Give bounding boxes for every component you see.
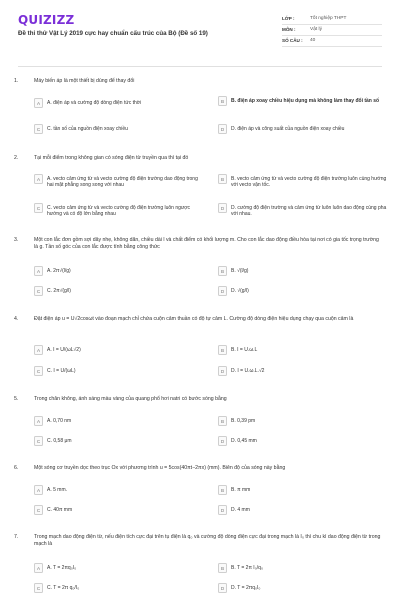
option-letter: B: [218, 96, 227, 106]
question-number: 5.: [14, 396, 19, 402]
option-b[interactable]: [218, 266, 388, 276]
option-text: D. 0,45 mm: [231, 437, 257, 444]
meta-value: Tốt nghiệp THPT: [310, 15, 347, 21]
option-letter: C: [34, 505, 43, 515]
option-c[interactable]: [34, 436, 204, 446]
option-letter: D: [218, 203, 227, 213]
option-d[interactable]: [218, 124, 388, 134]
worksheet-header: [18, 12, 382, 66]
option-text: C. 40π mm: [47, 506, 73, 513]
question-text: Đặt điện áp u = U√2cosωt vào đoạn mạch chỉ chứa cuộn cảm thuần có độ tự cảm L. Cường độ dòng điện hiệu dụng chạy qua cuộn cảm là: [34, 316, 354, 322]
option-letter: A: [34, 485, 43, 495]
question-text: Một sóng cơ truyền dọc theo trục Ox với phương trình u = 5cos(40πt−2πx) (mm). Biên độ của sóng này bằng: [34, 465, 286, 471]
option-text: B. 0,39 pm: [231, 417, 256, 424]
option-a[interactable]: [34, 345, 204, 355]
option-letter: D: [218, 436, 227, 446]
meta-key: MÔN :: [282, 26, 296, 32]
option-letter: A: [34, 345, 43, 355]
option-text: C. 0,58 μm: [47, 437, 72, 444]
option-a[interactable]: [34, 416, 204, 426]
worksheet-meta: [282, 14, 382, 47]
option-letter: D: [218, 505, 227, 515]
option-text: C. tần số của nguồn điện xoay chiều: [47, 125, 128, 132]
question-number: 1.: [14, 78, 19, 84]
option-text: B. π mm: [231, 486, 251, 493]
option-letter: A: [34, 266, 43, 276]
meta-row-subject: [282, 25, 382, 36]
option-b[interactable]: [218, 174, 388, 189]
option-b[interactable]: [218, 485, 388, 495]
option-text: D. I = U.ω.L.√2: [231, 367, 265, 374]
option-letter: D: [218, 583, 227, 593]
option-text: D. 4 mm: [231, 506, 250, 513]
option-c[interactable]: [34, 203, 204, 218]
option-a[interactable]: [34, 266, 204, 276]
option-c[interactable]: [34, 505, 204, 515]
option-letter: C: [34, 583, 43, 593]
question-text: Một con lắc đơn gồm sợi dây nhẹ, không dãn, chiều dài l và chất điểm có khối lượng m. Cho con lắc dao động điều hòa tại nơi có gia tốc trọng trường là g. Tần số góc của con lắc được tính bằng công thức: [34, 237, 379, 251]
quizizz-logo: QUIZIZZ: [18, 13, 75, 27]
option-letter: C: [34, 436, 43, 446]
option-letter: C: [34, 286, 43, 296]
option-letter: B: [218, 345, 227, 355]
option-letter: A: [34, 98, 43, 108]
meta-value: Vật lý: [310, 26, 322, 32]
option-text: B. √(l/g): [231, 267, 249, 274]
option-c[interactable]: [34, 286, 204, 296]
question-4: [14, 316, 386, 386]
option-text: B. T = 2π I₀/q₀: [231, 564, 264, 571]
question-number: 6.: [14, 465, 19, 471]
option-a[interactable]: [34, 563, 204, 573]
option-letter: C: [34, 366, 43, 376]
worksheet-title: Đề thi thử Vật Lý 2019 cực hay chuẩn cấu trúc của Bộ (Đề số 19): [18, 30, 208, 37]
option-b[interactable]: [218, 416, 388, 426]
option-b[interactable]: [218, 96, 388, 106]
option-text: D. điện áp và công suất của nguồn điện xoay chiều: [231, 125, 345, 132]
option-letter: C: [34, 124, 43, 134]
option-text: C. vecto cảm ứng từ và vecto cường độ điện trường luôn ngược hướng và có độ lớn bằng nhau: [47, 204, 191, 218]
meta-key: LỚP :: [282, 15, 295, 21]
option-letter: C: [34, 203, 43, 213]
option-text: C. T = 2π q₀/I₀: [47, 584, 80, 591]
option-d[interactable]: [218, 436, 388, 446]
question-text: Trong mạch dao động điện từ, nếu điện tích cực đại trên tụ điện là q₀ và cường độ dòng điện cực đại trong mạch là I₀ thì chu kì dao động điện từ trong mạch là: [34, 534, 381, 548]
question-text: Tại mỗi điểm trong không gian có sóng điện từ truyền qua thì tại đó: [34, 155, 189, 161]
option-letter: A: [34, 416, 43, 426]
meta-row-count: [282, 36, 382, 47]
option-a[interactable]: [34, 174, 204, 189]
meta-row-class: [282, 14, 382, 25]
option-a[interactable]: [34, 485, 204, 495]
option-text: C. 2π√(g/l): [47, 287, 71, 294]
question-number: 4.: [14, 316, 19, 322]
option-d[interactable]: [218, 203, 388, 218]
option-text: A. điện áp và cường độ dòng điện tức thời: [47, 99, 142, 106]
option-text: A. 0,70 nm: [47, 417, 72, 424]
question-number: 7.: [14, 534, 19, 540]
option-c[interactable]: [34, 583, 204, 593]
option-text: A. 2π√(l/g): [47, 267, 71, 274]
option-d[interactable]: [218, 505, 388, 515]
option-text: A. I = U/(ωL√2): [47, 346, 81, 353]
option-text: B. vecto cảm ứng từ và vecto cường độ điện trường luôn cùng hướng với vecto vận tốc.: [231, 175, 387, 189]
question-2: [14, 155, 386, 225]
meta-key: SỐ CÂU :: [282, 37, 303, 43]
question-text: Trong chân không, ánh sáng màu vàng của quang phổ hơi natri có bước sóng bằng: [34, 396, 227, 402]
header-divider: [18, 66, 382, 67]
option-letter: D: [218, 286, 227, 296]
option-text: B. điện áp xoay chiều hiệu dụng mà không làm thay đổi tần số: [231, 97, 380, 104]
option-letter: D: [218, 366, 227, 376]
question-text: Máy biến áp là một thiết bị dùng để thay đổi: [34, 78, 135, 84]
option-letter: A: [34, 563, 43, 573]
option-letter: B: [218, 563, 227, 573]
option-c[interactable]: [34, 366, 204, 376]
option-text: A. vecto cảm ứng từ và vecto cường độ điện trường dao động trong hai mặt phẳng song song với nhau: [47, 175, 198, 189]
question-1: [14, 78, 386, 138]
option-a[interactable]: [34, 98, 204, 108]
option-text: D. T = 2πq₀I₀: [231, 584, 261, 591]
option-text: D. √(g/l): [231, 287, 249, 294]
question-5: [14, 396, 386, 456]
question-3: [14, 237, 386, 307]
option-letter: A: [34, 174, 43, 184]
meta-value: 40: [310, 37, 316, 43]
option-text: B. I = U.ω.L: [231, 346, 258, 353]
option-letter: B: [218, 266, 227, 276]
option-text: C. I = U/(ωL): [47, 367, 76, 374]
option-text: D. cường độ điện trường và cảm ứng từ luôn luôn dao động cùng pha với nhau.: [231, 204, 387, 218]
question-number: 2.: [14, 155, 19, 161]
option-text: A. T = 2πq₀I₀: [47, 564, 77, 571]
option-c[interactable]: [34, 124, 204, 134]
option-d[interactable]: [218, 286, 388, 296]
question-7: [14, 534, 386, 598]
option-letter: B: [218, 174, 227, 184]
question-number: 3.: [14, 237, 19, 243]
question-6: [14, 465, 386, 525]
option-d[interactable]: [218, 583, 388, 593]
option-b[interactable]: [218, 563, 388, 573]
option-letter: B: [218, 485, 227, 495]
option-d[interactable]: [218, 366, 388, 376]
option-b[interactable]: [218, 345, 388, 355]
option-letter: B: [218, 416, 227, 426]
option-text: A. 5 mm.: [47, 486, 68, 493]
option-letter: D: [218, 124, 227, 134]
